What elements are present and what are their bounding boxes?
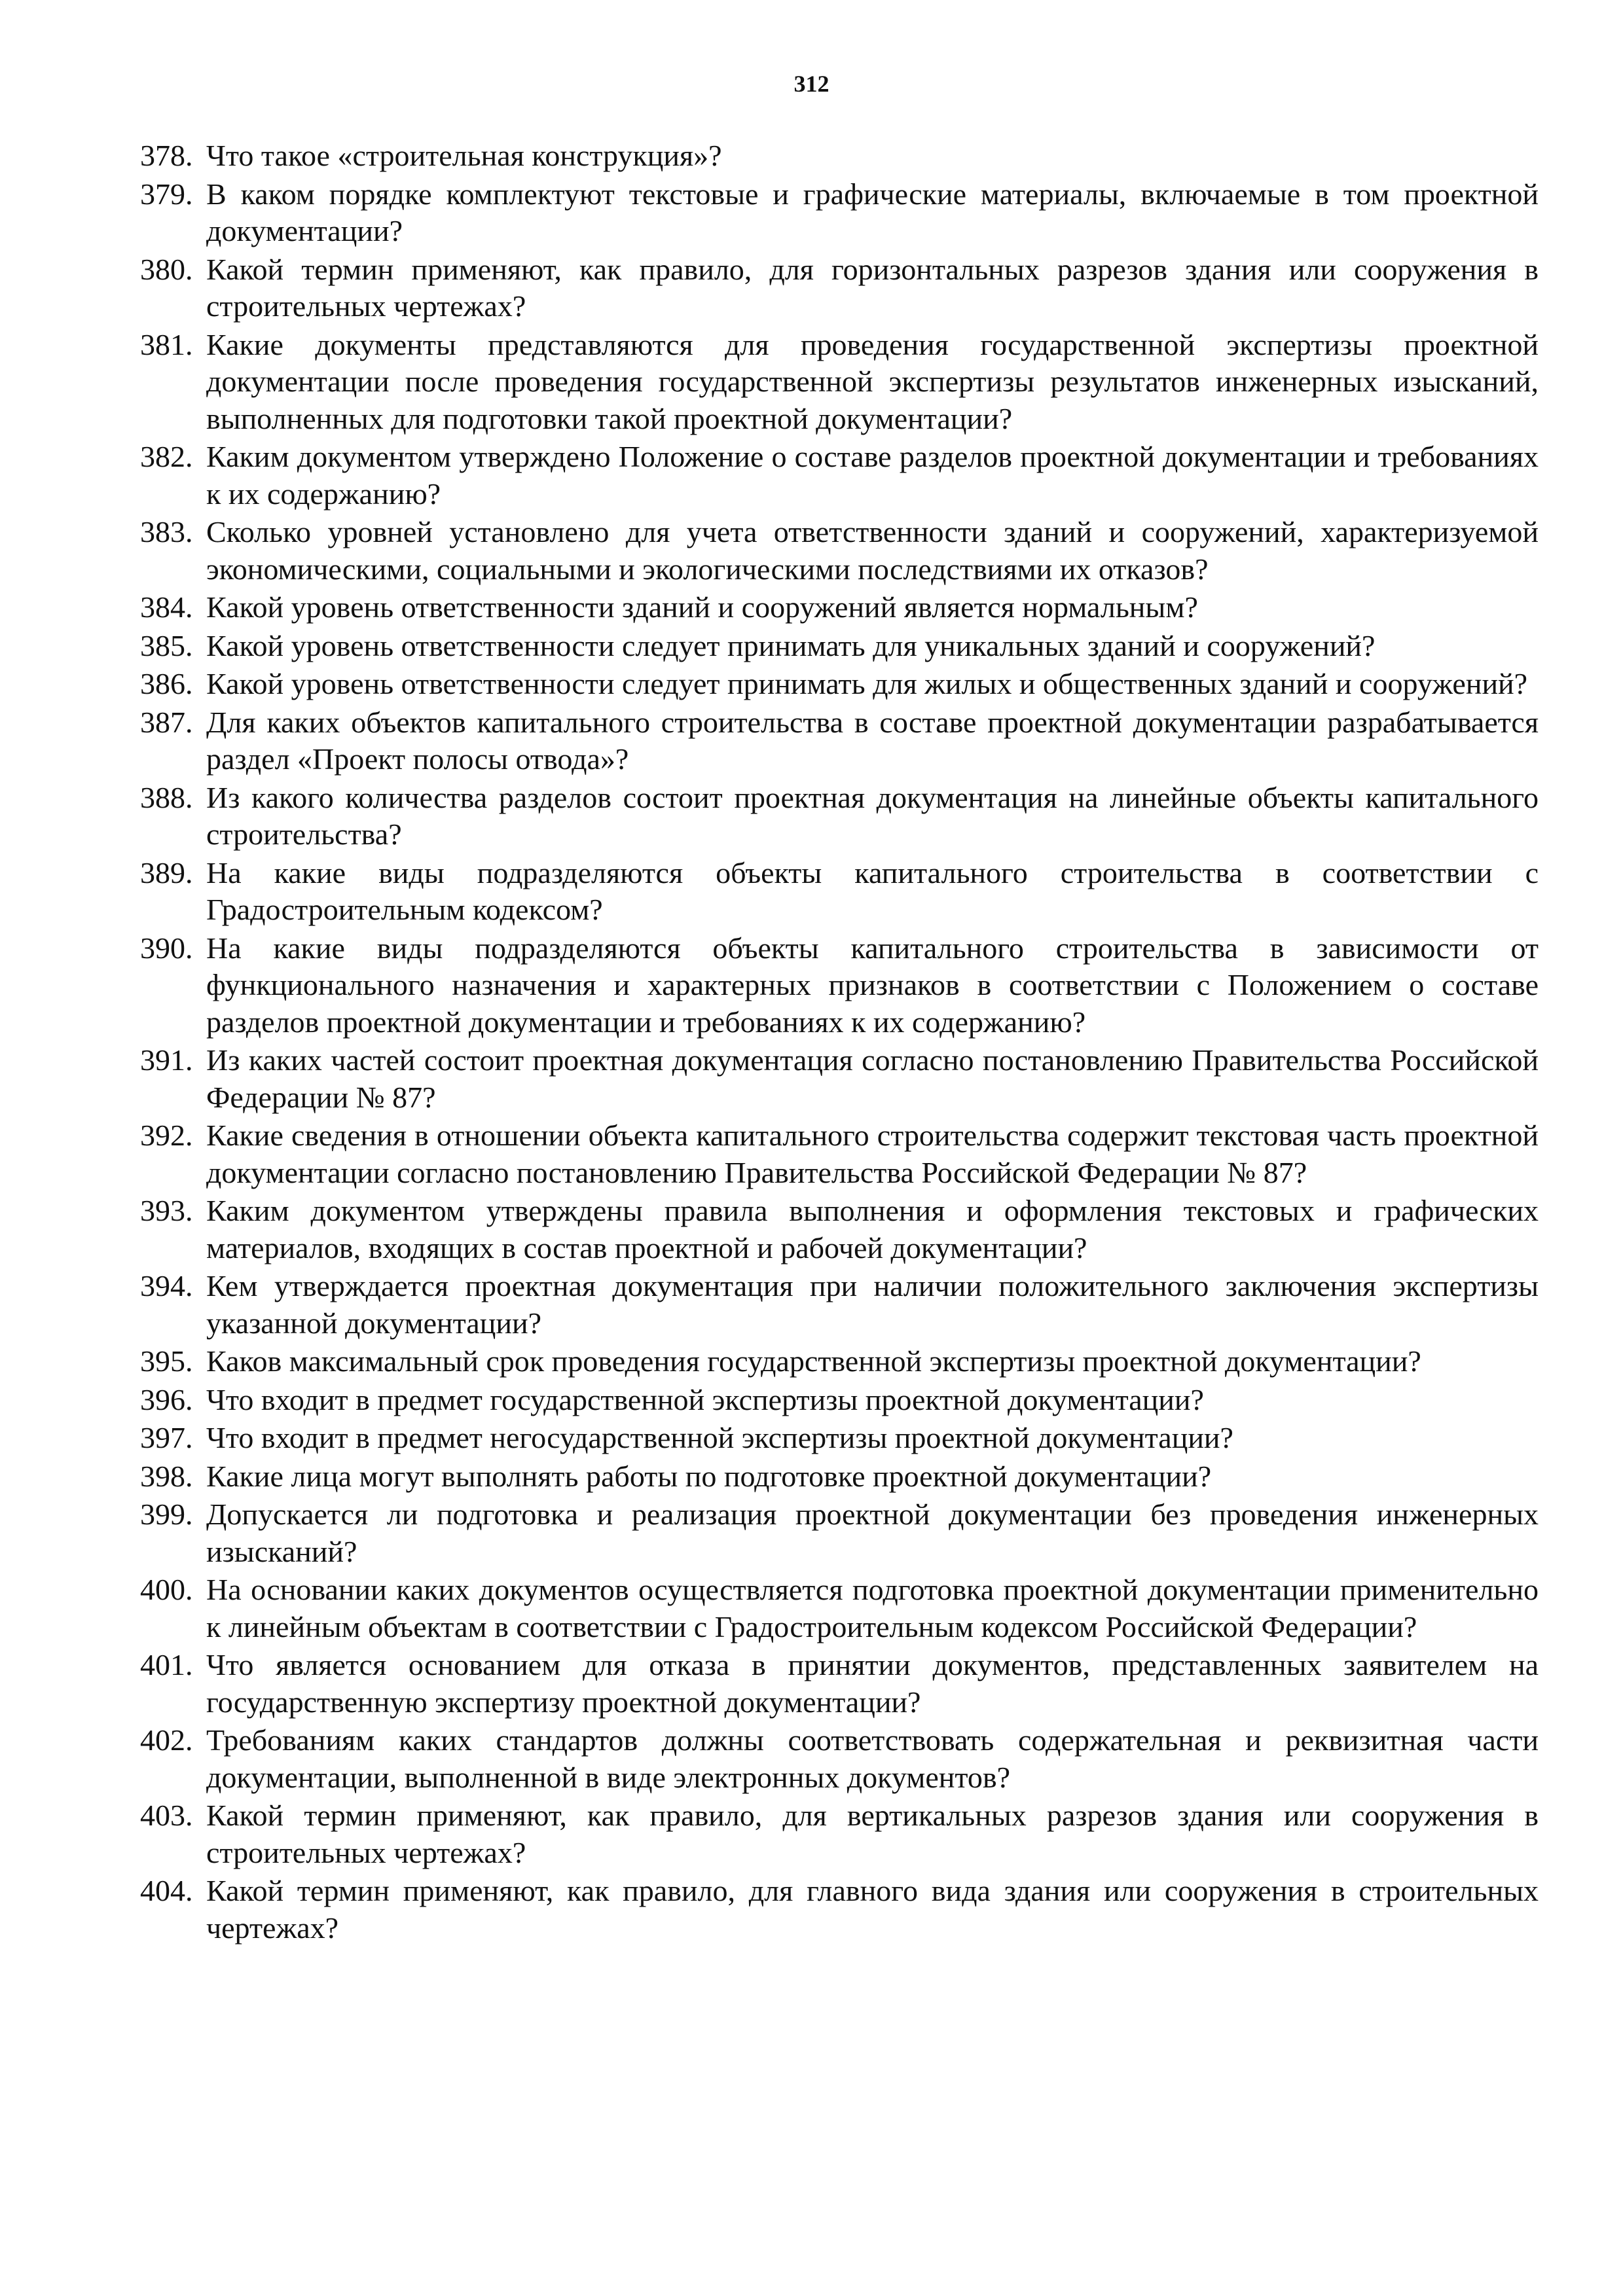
question-number: 385. [140, 628, 193, 662]
question-text: Допускается ли подготовка и реализация проектной документации без проведения инженерных изысканий? [206, 1498, 1539, 1568]
question-number: 395. [140, 1344, 193, 1378]
question-number: 389. [140, 855, 193, 889]
question-list [140, 137, 1539, 1948]
question-item [140, 1496, 1539, 1570]
question-item [140, 439, 1539, 512]
question-text: Какой уровень ответственности зданий и сооружений является нормальным? [206, 590, 1198, 624]
question-item [140, 704, 1539, 778]
question-item [140, 176, 1539, 250]
question-text: Какой термин применяют, как правило, для горизонтальных разрезов здания или сооружения в строительных чертежах? [206, 252, 1539, 323]
question-text: Какие сведения в отношении объекта капитального строительства содержит текстовая часть проектной документации согласно постановлению Правительства Российской Федерации № 87? [206, 1119, 1539, 1189]
question-text: Какой термин применяют, как правило, для главного вида здания или сооружения в строительных чертежах? [206, 1874, 1539, 1945]
question-text: Какие лица могут выполнять работы по подготовке проектной документации? [206, 1459, 1212, 1493]
page-number: 312 [793, 71, 830, 97]
question-number: 398. [140, 1459, 193, 1493]
question-item [140, 1117, 1539, 1191]
question-number: 403. [140, 1799, 193, 1832]
question-item [140, 666, 1539, 703]
question-item [140, 1797, 1539, 1871]
question-text: Каким документом утверждено Положение о составе разделов проектной документации и требованиях к их содержанию? [206, 440, 1539, 511]
question-number: 378. [140, 139, 193, 172]
question-number: 399. [140, 1498, 193, 1531]
question-item [140, 137, 1539, 175]
question-item [140, 1420, 1539, 1457]
question-text: Какой уровень ответственности следует принимать для жилых и общественных зданий и сооружений? [206, 667, 1528, 700]
question-item [140, 1647, 1539, 1721]
question-text: Что является основанием для отказа в принятии документов, представленных заявителем на государственную экспертизу проектной документации? [206, 1648, 1539, 1719]
question-text: Требованиям каких стандартов должны соответствовать содержательная и реквизитная части документации, выполненной в виде электронных документов? [206, 1723, 1539, 1794]
question-text: В каком порядке комплектуют текстовые и графические материалы, включаемые в том проектной документации? [206, 177, 1539, 247]
question-item [140, 1268, 1539, 1342]
question-number: 383. [140, 515, 193, 548]
question-item [140, 780, 1539, 853]
question-item [140, 1042, 1539, 1116]
question-item [140, 1722, 1539, 1796]
question-number: 388. [140, 780, 193, 814]
question-text: Кем утверждается проектная документация при наличии положительного заключения экспертизы указанной документации? [206, 1269, 1539, 1340]
question-item [140, 589, 1539, 626]
question-number: 382. [140, 440, 193, 473]
question-number: 380. [140, 252, 193, 286]
question-item [140, 1458, 1539, 1496]
question-number: 381. [140, 327, 193, 361]
question-number: 386. [140, 667, 193, 700]
question-number: 404. [140, 1874, 193, 1907]
question-number: 402. [140, 1723, 193, 1757]
question-text: Из каких частей состоит проектная документация согласно постановлению Правительства Российской Федерации № 87? [206, 1043, 1539, 1114]
question-text: На какие виды подразделяются объекты капитального строительства в зависимости от функционального назначения и характерных признаков в соответствии с Положением о составе разделов проектной документации и требованиях к их содержанию? [206, 931, 1539, 1039]
question-text: Что такое «строительная конструкция»? [206, 139, 722, 172]
question-item [140, 514, 1539, 588]
question-number: 379. [140, 177, 193, 211]
question-item [140, 251, 1539, 325]
question-text: Что входит в предмет негосударственной экспертизы проектной документации? [206, 1421, 1233, 1454]
question-number: 394. [140, 1269, 193, 1302]
question-item [140, 327, 1539, 438]
question-item [140, 930, 1539, 1041]
question-item [140, 628, 1539, 665]
question-number: 397. [140, 1421, 193, 1454]
question-number: 401. [140, 1648, 193, 1681]
question-number: 384. [140, 590, 193, 624]
question-number: 392. [140, 1119, 193, 1152]
question-text: Для каких объектов капитального строительства в составе проектной документации разрабатывается раздел «Проект полосы отвода»? [206, 705, 1539, 776]
question-item [140, 1873, 1539, 1946]
question-text: Каков максимальный срок проведения государственной экспертизы проектной документации? [206, 1344, 1421, 1378]
question-number: 396. [140, 1382, 193, 1416]
question-text: Какие документы представляются для проведения государственной экспертизы проектной документации после проведения государственной экспертизы результатов инженерных изысканий, выполненных для подготовки такой проектной документации? [206, 327, 1539, 435]
question-text: Какой уровень ответственности следует принимать для уникальных зданий и сооружений? [206, 628, 1376, 662]
question-text: Какой термин применяют, как правило, для вертикальных разрезов здания или сооружения в строительных чертежах? [206, 1799, 1539, 1869]
question-text: На основании каких документов осуществляется подготовка проектной документации применительно к линейным объектам в соответствии с Градостроительным кодексом Российской Федерации? [206, 1573, 1539, 1643]
question-number: 400. [140, 1573, 193, 1606]
question-text: Каким документом утверждены правила выполнения и оформления текстовых и графических материалов, входящих в состав проектной и рабочей документации? [206, 1194, 1539, 1265]
question-item [140, 1193, 1539, 1266]
question-text: На какие виды подразделяются объекты капитального строительства в соответствии с Градостроительным кодексом? [206, 855, 1539, 926]
question-item [140, 1343, 1539, 1380]
question-text: Из какого количества разделов состоит проектная документация на линейные объекты капитального строительства? [206, 780, 1539, 851]
question-text: Сколько уровней установлено для учета ответственности зданий и сооружений, характеризуемой экономическими, социальными и экологическими последствиями их отказов? [206, 515, 1539, 586]
question-number: 387. [140, 705, 193, 739]
question-number: 393. [140, 1194, 193, 1227]
question-item [140, 1382, 1539, 1419]
question-item [140, 855, 1539, 929]
question-item [140, 1571, 1539, 1645]
question-number: 390. [140, 931, 193, 965]
question-number: 391. [140, 1043, 193, 1077]
question-text: Что входит в предмет государственной экспертизы проектной документации? [206, 1382, 1204, 1416]
